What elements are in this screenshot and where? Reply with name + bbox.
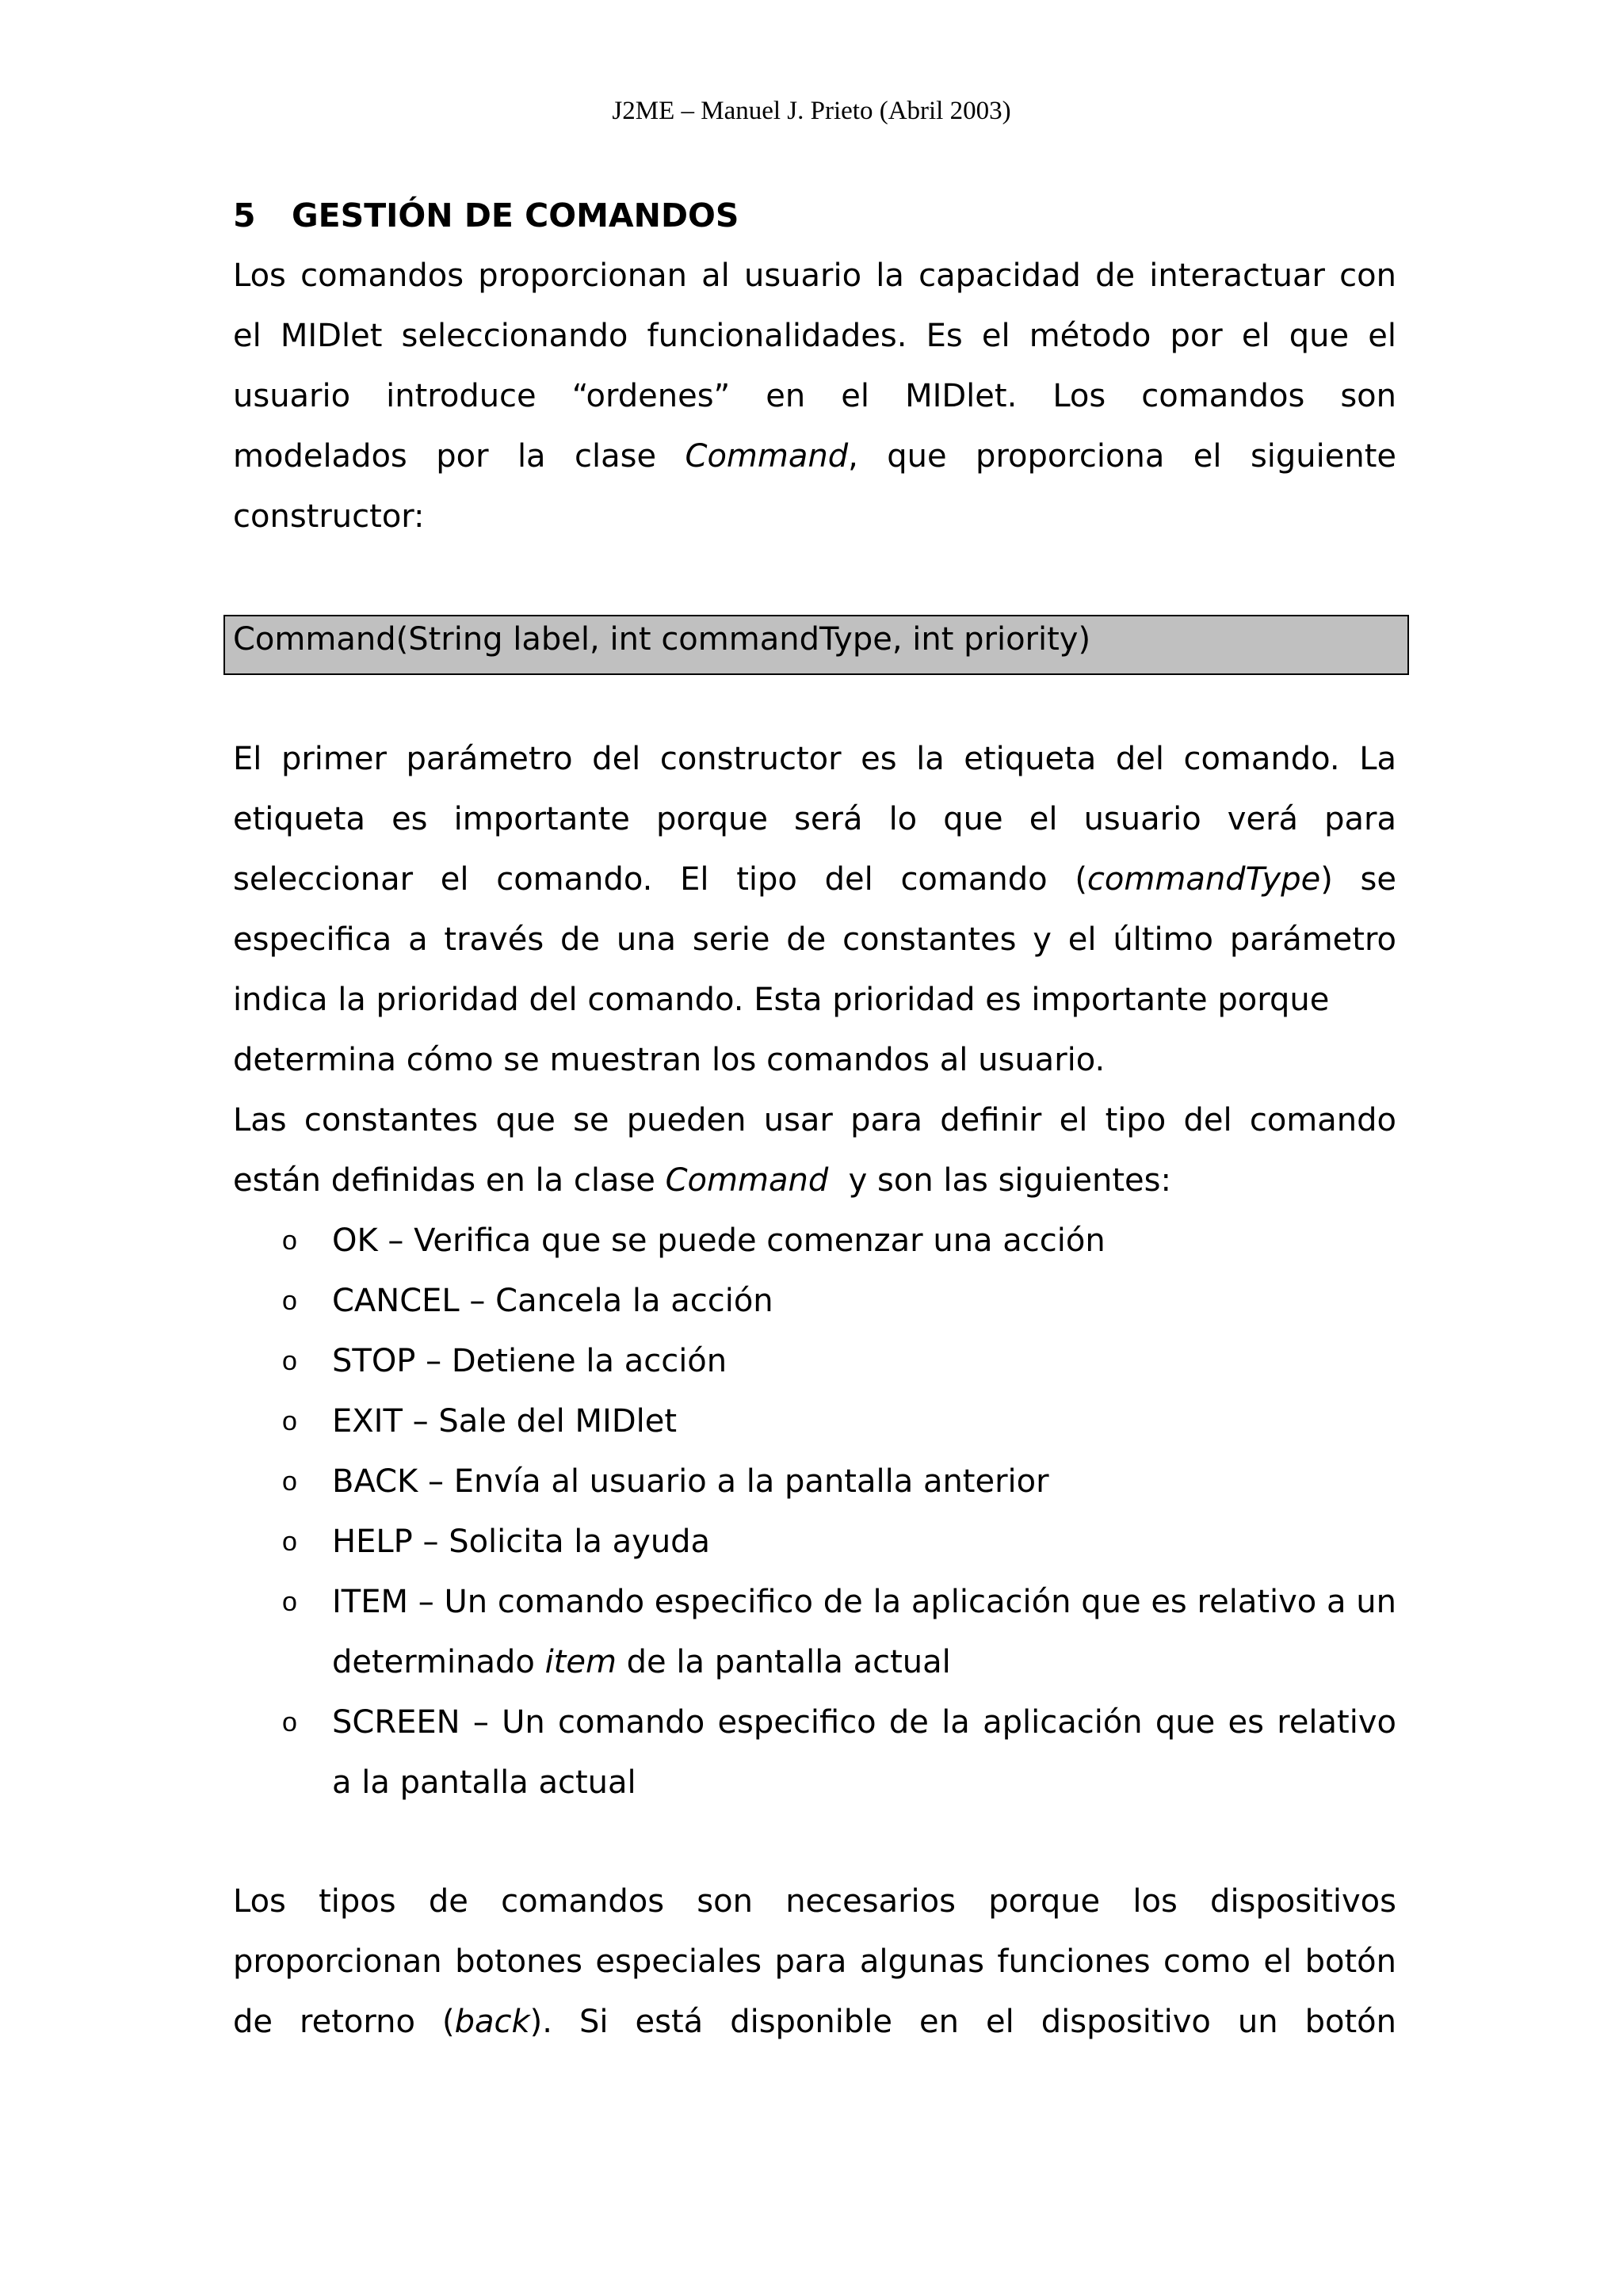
paragraph-2-text-a: El primer parámetro del constructor es la etiqueta del comando. La etiqueta es importante porque será lo que el usuario verá para seleccionar el comando. El tipo del comando ( [233, 741, 1396, 898]
intro-line-4-text-b: , que proporciona el siguiente [848, 438, 1397, 475]
bullet-icon: o [282, 1226, 297, 1256]
paragraph-2 [233, 729, 1396, 1030]
list-item-text: OK – Verifica que se puede comenzar una acción [332, 1222, 1106, 1259]
paragraph-3-text-a: están definidas en la clase [233, 1162, 666, 1199]
list-item-text-b: de la pantalla actual [616, 1644, 951, 1680]
body-paragraphs [233, 729, 1396, 1813]
list-item-text: EXIT – Sale del MIDlet [332, 1403, 678, 1440]
list-item [233, 1331, 1396, 1391]
list-item [233, 1211, 1396, 1271]
command-type-list [233, 1211, 1396, 1813]
paragraph-4-italic: back [454, 2004, 530, 2040]
intro-line-2: el MIDlet seleccionando funcionalidades. Es el método por el que el [233, 318, 1396, 354]
intro-line-4-text-a: modelados por la clase [233, 438, 685, 475]
paragraph-4-text-a: Los tipos de comandos son necesarios porque los dispositivos proporcionan botones especiales para algunas funciones como el botón de retorno ( [233, 1883, 1396, 2040]
intro-line-3: usuario introduce “ordenes” en el MIDlet. Los comandos son [233, 378, 1396, 414]
bullet-icon: o [282, 1587, 297, 1617]
intro-paragraph [233, 246, 1396, 547]
list-item-text: SCREEN – Un comando especifico de la aplicación que es relativo a la pantalla actual [332, 1704, 1396, 1801]
list-item [233, 1451, 1396, 1512]
bullet-icon: o [282, 1286, 297, 1316]
list-item-text: STOP – Detiene la acción [332, 1343, 727, 1379]
list-item-text: CANCEL – Cancela la acción [332, 1283, 773, 1319]
bullet-icon: o [282, 1406, 297, 1436]
constructor-code-box: Command(String label, int commandType, int priority) [223, 615, 1409, 675]
paragraph-4 [233, 1871, 1396, 2052]
section-title: GESTIÓN DE COMANDOS [292, 196, 739, 235]
paragraph-3-text-b: y son las siguientes: [828, 1162, 1171, 1199]
bullet-icon: o [282, 1527, 297, 1557]
paragraph-4-text-b: ). Si está disponible en el dispositivo un botón [529, 2004, 1396, 2040]
list-item-text: BACK – Envía al usuario a la pantalla anterior [332, 1463, 1049, 1500]
paragraph-3-italic: Command [665, 1162, 829, 1199]
section-number: 5 [233, 196, 256, 235]
intro-line-1: Los comandos proporcionan al usuario la capacidad de interactuar con [233, 257, 1396, 294]
paragraph-4-text [233, 1871, 1396, 2052]
list-item-text: HELP – Solicita la ayuda [332, 1524, 711, 1560]
bullet-icon: o [282, 1707, 297, 1737]
intro-line-5: constructor: [233, 498, 425, 535]
paragraph-2-last-line: determina cómo se muestran los comandos al usuario. [233, 1042, 1106, 1078]
paragraph-2-text-b: ) se especifica a través de una serie de constantes y el último parámetro indica la prioridad del comando. Esta prioridad es importante porque [233, 861, 1396, 1018]
list-item [233, 1572, 1396, 1692]
list-item [233, 1391, 1396, 1451]
list-item [233, 1692, 1396, 1813]
paragraph-2-italic: commandType [1086, 861, 1321, 898]
list-item [233, 1512, 1396, 1572]
section-heading [233, 185, 739, 246]
list-item-text-a: ITEM – Un comando especifico de la aplicación que es relativo a un determinado [332, 1584, 1396, 1680]
list-item-italic: item [544, 1644, 617, 1680]
list-item [233, 1271, 1396, 1331]
paragraph-3-line-1: Las constantes que se pueden usar para definir el tipo del comando [233, 1102, 1396, 1138]
bullet-icon: o [282, 1346, 297, 1376]
page-header: J2ME – Manuel J. Prieto (Abril 2003) [612, 97, 1011, 125]
intro-line-4 [233, 426, 1396, 486]
bullet-icon: o [282, 1466, 297, 1497]
paragraph-3-line-2 [233, 1150, 1396, 1211]
intro-line-4-italic: Command [685, 438, 849, 475]
